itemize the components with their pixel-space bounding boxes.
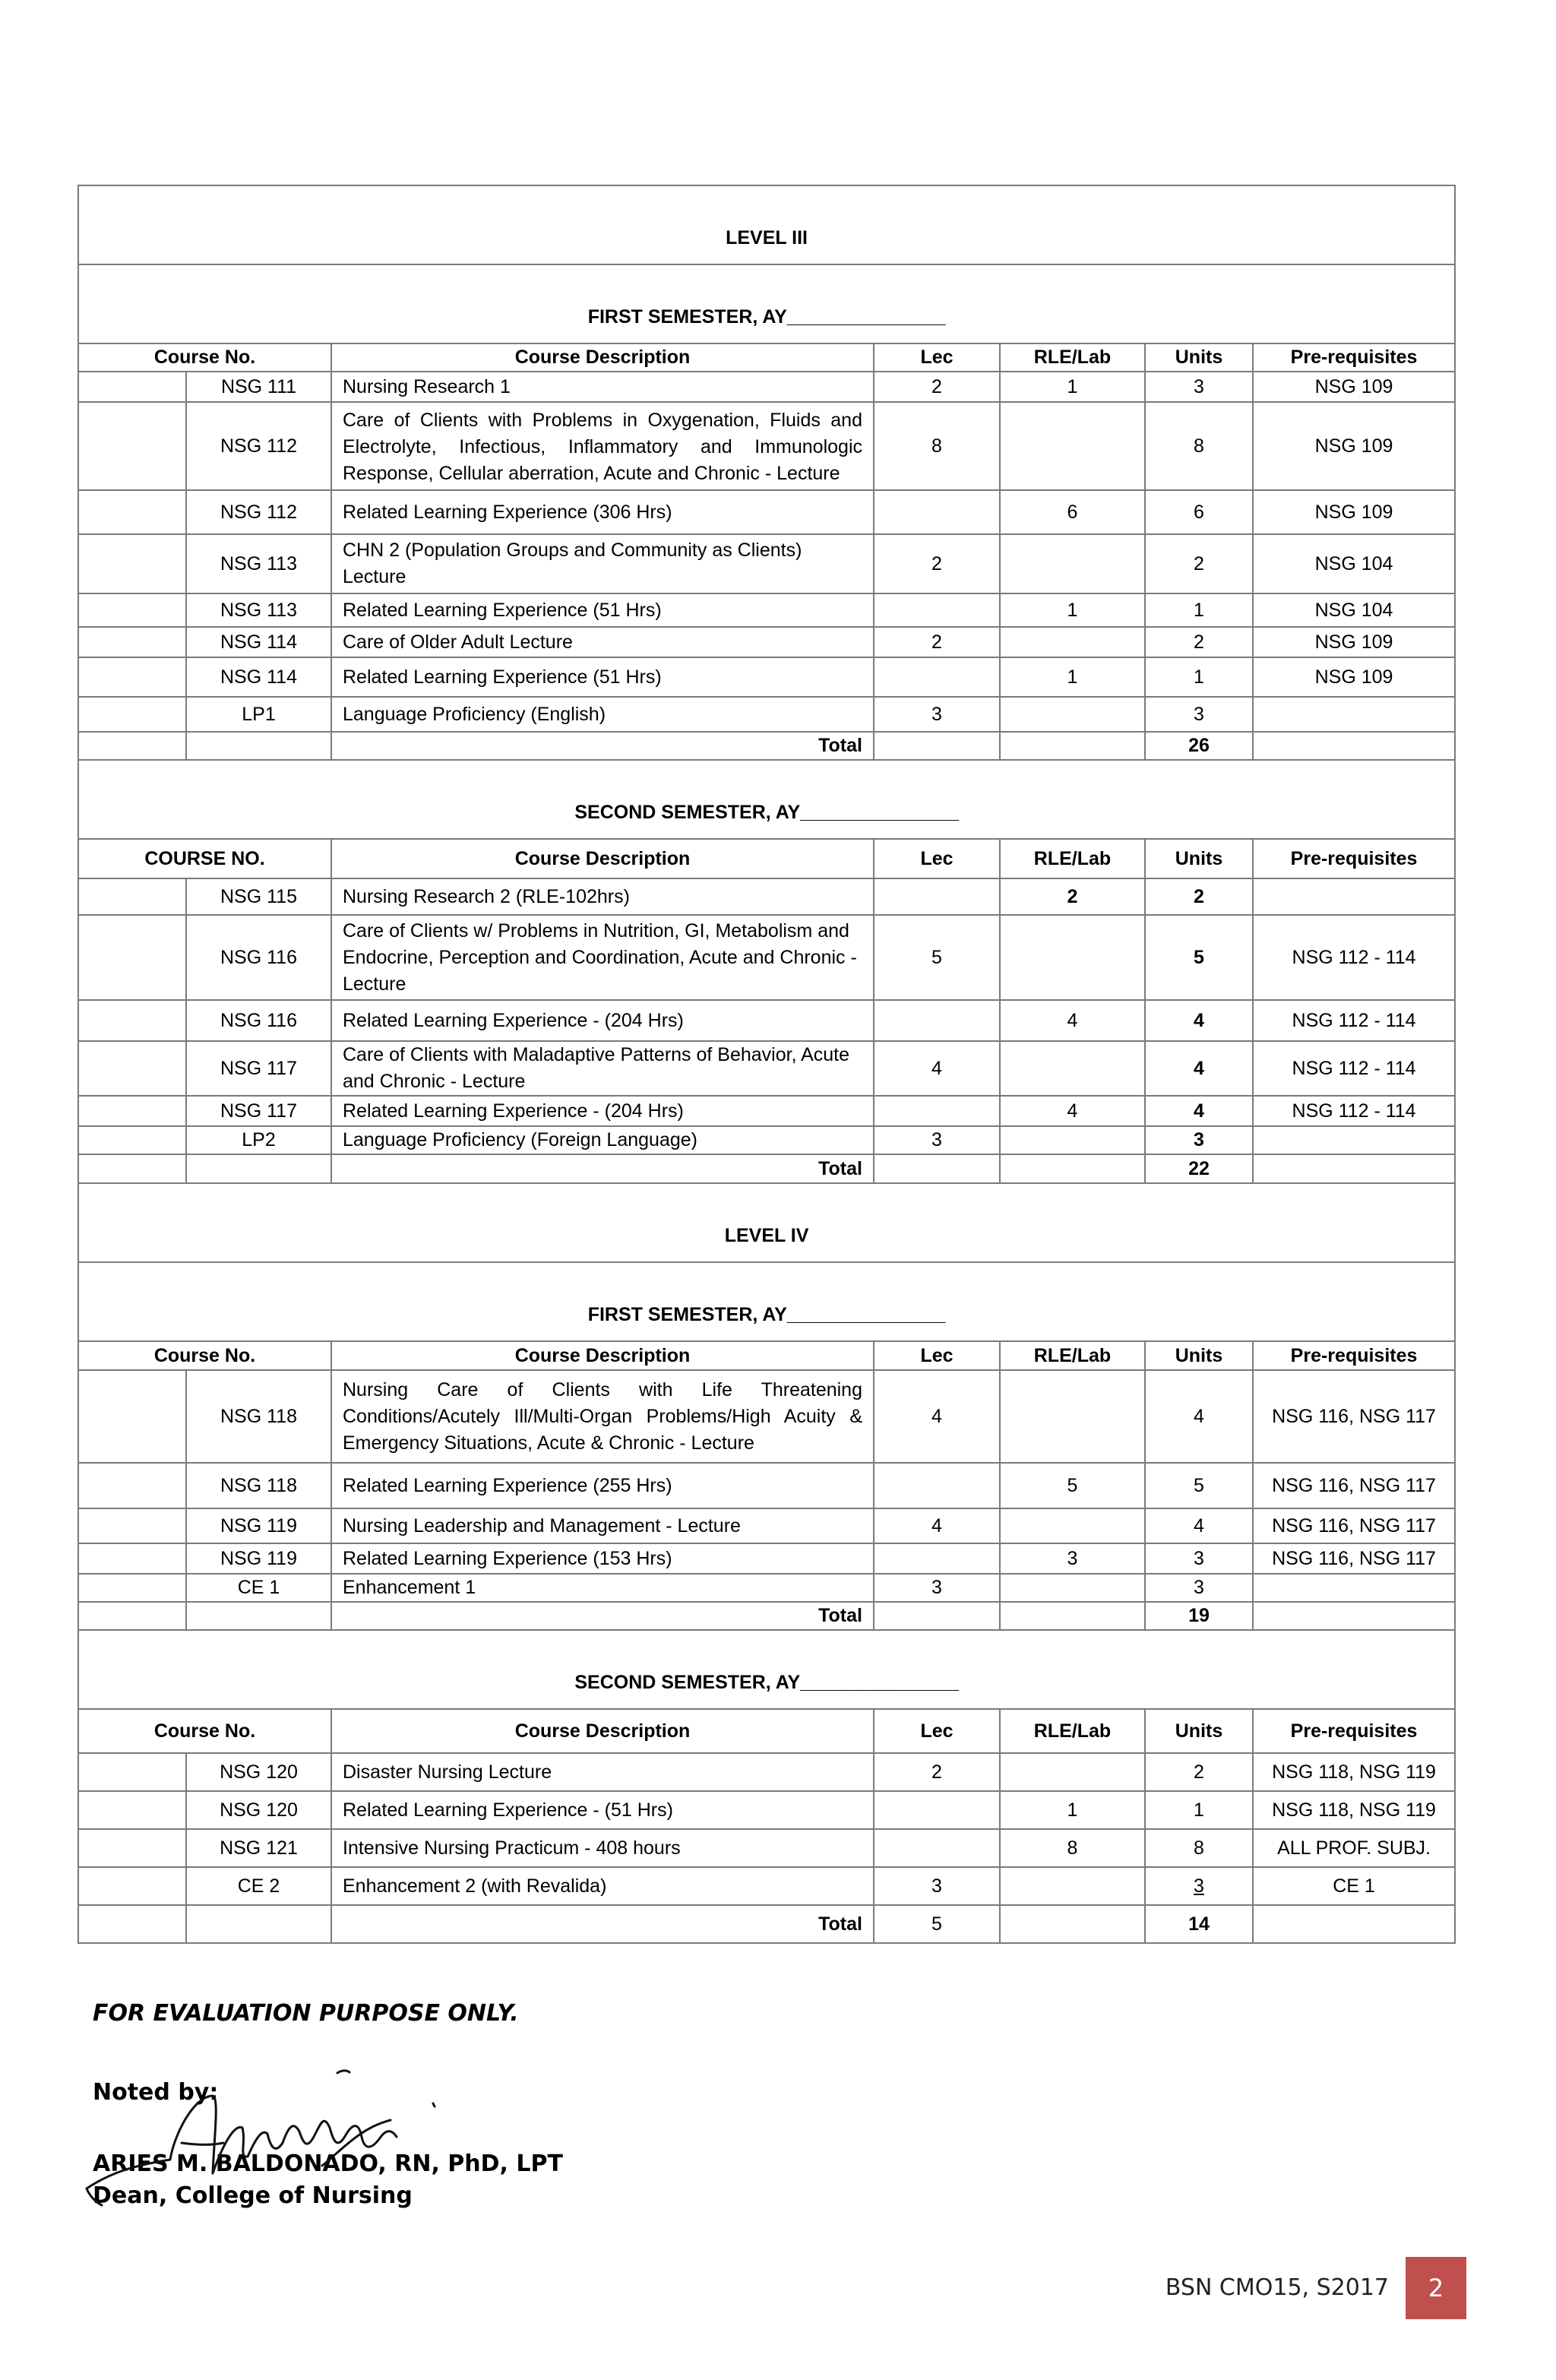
table-row: NSG 113 CHN 2 (Population Groups and Community as Clients) Lecture 2 2 NSG 104 [78, 534, 1455, 593]
table-row: NSG 116 Related Learning Experience - (204 Hrs) 4 4 NSG 112 - 114 [78, 1000, 1455, 1041]
evaluation-note: FOR EVALUATION PURPOSE ONLY. [93, 2000, 519, 2027]
table-row: LP2 Language Proficiency (Foreign Language) 3 3 [78, 1126, 1455, 1154]
table-row: NSG 112 Care of Clients with Problems in Oxygenation, Fluids and Electrolyte, Infectious, Inflammatory and Immunologic Response, Cellular aberration, Acute and Chronic - Lecture 8 8 NSG 109 [78, 402, 1455, 490]
table-row: NSG 114 Care of Older Adult Lecture 2 2 NSG 109 [78, 627, 1455, 657]
signature-image [79, 2052, 451, 2219]
column-headers: Course No. Course Description Lec RLE/Lab Units Pre-requisites [78, 343, 1455, 372]
table-row: NSG 115 Nursing Research 2 (RLE-102hrs) 2 2 [78, 878, 1455, 915]
document-code: BSN CMO15, S2017 [1165, 2274, 1389, 2301]
total-row: Total 26 [78, 732, 1455, 760]
table-row: NSG 118 Nursing Care of Clients with Life Threatening Conditions/Acutely Ill/Multi-Organ Problems/High Acuity & Emergency Situations, Acute & Chronic - Lecture 4 4 NSG 116, NSG 117 [78, 1370, 1455, 1463]
table-row: NSG 119 Nursing Leadership and Management - Lecture 4 4 NSG 116, NSG 117 [78, 1508, 1455, 1543]
table-row: CE 2 Enhancement 2 (with Revalida) 3 3 CE 1 [78, 1867, 1455, 1905]
table-row: NSG 116 Care of Clients w/ Problems in Nutrition, GI, Metabolism and Endocrine, Perception and Coordination, Acute and Chronic - Lecture 5 5 NSG 112 - 114 [78, 915, 1455, 1000]
semester-heading: FIRST SEMESTER, AY_______________ [78, 264, 1455, 343]
table-row: LP1 Language Proficiency (English) 3 3 [78, 697, 1455, 732]
total-row: Total 19 [78, 1602, 1455, 1630]
table-row: NSG 111 Nursing Research 1 2 1 3 NSG 109 [78, 372, 1455, 402]
semester-heading: FIRST SEMESTER, AY_______________ [78, 1262, 1455, 1341]
page-number: 2 [1406, 2257, 1466, 2319]
table-row: NSG 120 Related Learning Experience - (51 Hrs) 1 1 NSG 118, NSG 119 [78, 1791, 1455, 1829]
table-row: NSG 117 Care of Clients with Maladaptive Patterns of Behavior, Acute and Chronic - Lecture 4 4 NSG 112 - 114 [78, 1041, 1455, 1096]
clipped-description: Care of Clients with Problems in Oxygenation, Fluids and Electrolyte, Infectious, Inflammatory and Immunologic Response, Cellular aberration, Acute and Chronic - Lecture [343, 410, 862, 484]
total-row: Total 22 [78, 1154, 1455, 1183]
table-row: NSG 120 Disaster Nursing Lecture 2 2 NSG 118, NSG 119 [78, 1753, 1455, 1791]
table-row: NSG 121 Intensive Nursing Practicum - 408 hours 8 8 ALL PROF. SUBJ. [78, 1829, 1455, 1867]
table-row: NSG 112 Related Learning Experience (306 Hrs) 6 6 NSG 109 [78, 490, 1455, 534]
column-headers: Course No. Course Description Lec RLE/Lab Units Pre-requisites [78, 1709, 1455, 1753]
level-heading: LEVEL III [78, 185, 1455, 264]
table-row: NSG 117 Related Learning Experience - (204 Hrs) 4 4 NSG 112 - 114 [78, 1096, 1455, 1126]
semester-heading: SECOND SEMESTER, AY_______________ [78, 1630, 1455, 1709]
signer-title: Dean, College of Nursing [93, 2182, 413, 2209]
semester-heading: SECOND SEMESTER, AY_______________ [78, 760, 1455, 839]
signer-name: ARIES M. BALDONADO, RN, PhD, LPT [93, 2151, 563, 2177]
level-heading: LEVEL IV [78, 1183, 1455, 1262]
curriculum-table [77, 185, 1456, 1944]
noted-by-label: Noted by: [93, 2079, 219, 2106]
table-row: NSG 118 Related Learning Experience (255 Hrs) 5 5 NSG 116, NSG 117 [78, 1463, 1455, 1508]
column-headers: COURSE NO. Course Description Lec RLE/Lab Units Pre-requisites [78, 839, 1455, 878]
table-row: NSG 119 Related Learning Experience (153 Hrs) 3 3 NSG 116, NSG 117 [78, 1543, 1455, 1574]
table-row: NSG 114 Related Learning Experience (51 Hrs) 1 1 NSG 109 [78, 657, 1455, 697]
table-row: NSG 113 Related Learning Experience (51 Hrs) 1 1 NSG 104 [78, 593, 1455, 627]
table-row: CE 1 Enhancement 1 3 3 [78, 1574, 1455, 1602]
column-headers: Course No. Course Description Lec RLE/Lab Units Pre-requisites [78, 1341, 1455, 1370]
total-row: Total 5 14 [78, 1905, 1455, 1943]
